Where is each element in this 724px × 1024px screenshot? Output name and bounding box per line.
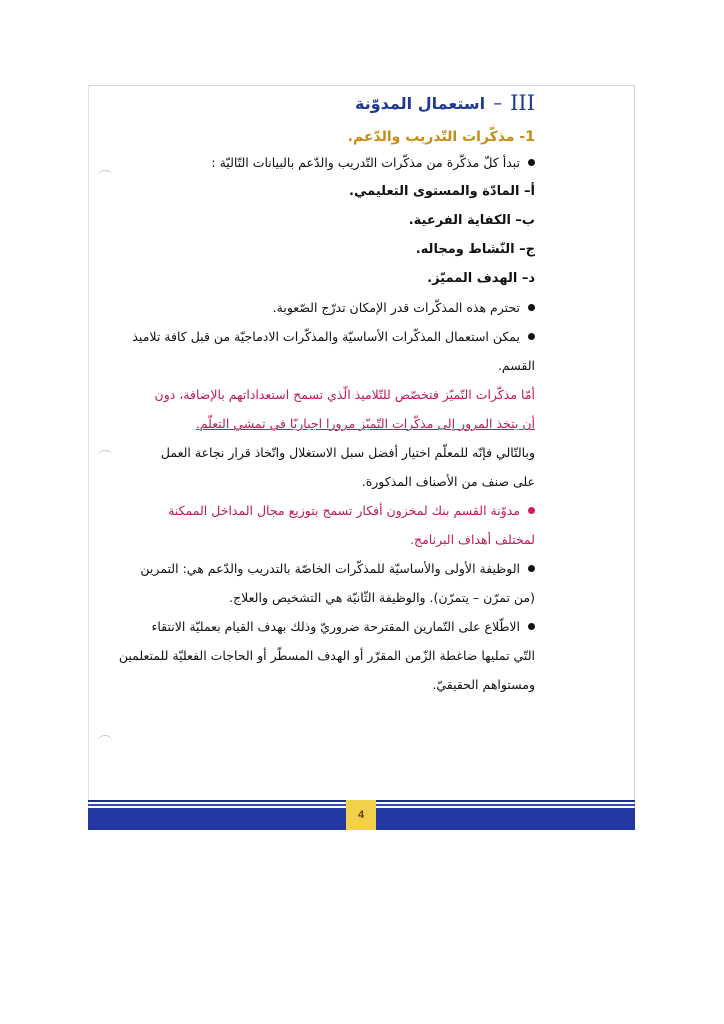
text-line: على صنف من الأصناف المذكورة. — [361, 474, 535, 489]
text-line: أن يتخذ المرور إلى مذكّرات التّميّز مرورا اجباريّا في تمشي التعلّم. — [195, 416, 535, 431]
page-number-box — [346, 800, 376, 830]
text-line: د– الهدف المميّز. — [427, 271, 535, 286]
text-line: التّي تمليها ضاغطة الزّمن المقرّر أو الهدف المسطّر أو الحاجات الفعليّة للمتعلمين — [118, 648, 535, 663]
bullet-icon — [528, 159, 535, 166]
punch-hole-mark — [98, 450, 112, 461]
text-line: الاطّلاع على التّمارين المقترحة ضروريّ وذلك بهدف القيام بعمليّة الانتقاء — [120, 612, 535, 641]
text-line: وبالتّالي فإنّه للمعلّم اختيار أفضل سبل الاستغلال واتّخاذ قرار نجاعة العمل — [160, 445, 535, 460]
title-dash: – — [493, 92, 503, 114]
text-line: أمّا مذكّرات التّميّز فتخصّص للتّلاميذ الّذي تسمح استعداداتهم بالإضافة، دون — [154, 387, 535, 402]
text-line: ب– الكفاية الفرعية. — [408, 213, 535, 228]
punch-hole-mark — [98, 735, 112, 746]
text-line: تبدأ كلّ مذكّرة من مذكّرات التّدريب والدّعم بالبيانات التّاليّة : — [120, 148, 535, 177]
bullet-icon — [528, 507, 535, 514]
page-title — [120, 88, 535, 118]
subsection-title: 1- مذكّرات التّدريب والدّعم. — [347, 129, 535, 145]
text-line: لمختلف أهداف البرنامج. — [410, 532, 535, 547]
section-roman-numeral: III — [510, 91, 535, 115]
text-line: تحترم هذه المذكّرات قدر الإمكان تدرّج الصّعوبة. — [120, 293, 535, 322]
text-line: أ– المادّة والمستوى التعليمي. — [349, 184, 535, 199]
text-line: يمكن استعمال المذكّرات الأساسيّة والمذكّرات الادماجيّة من قبل كافة تلاميذ — [120, 322, 535, 351]
text-line: القسم. — [497, 358, 535, 373]
body-text — [120, 148, 535, 699]
section-title: استعمال المدوّنة — [355, 93, 486, 113]
bullet-icon — [528, 623, 535, 630]
sheet-left-edge — [88, 85, 89, 830]
text-line: الوظيفة الأولى والأساسيّة للمذكّرات الخاصّة بالتدريب والدّعم هي: التمرين — [120, 554, 535, 583]
text-line: ج– النّشاط ومجاله. — [415, 242, 535, 257]
bullet-icon — [528, 565, 535, 572]
punch-hole-mark — [98, 170, 112, 181]
page-number: 4 — [357, 809, 365, 821]
sheet-right-edge — [634, 85, 635, 830]
text-line: (من تمرّن – يتمرّن). والوظيفة الثّانيّة هي التشخيص والعلاج. — [229, 590, 535, 605]
page-footer — [88, 800, 635, 830]
text-line: مدوّنة القسم بنك لمخزون أفكار تسمح بتوزيع مجال المداخل الممكنة — [120, 496, 535, 525]
bullet-icon — [528, 304, 535, 311]
bullet-icon — [528, 333, 535, 340]
text-line: ومستواهم الحقيقيّ. — [432, 677, 535, 692]
page-content — [120, 86, 535, 699]
